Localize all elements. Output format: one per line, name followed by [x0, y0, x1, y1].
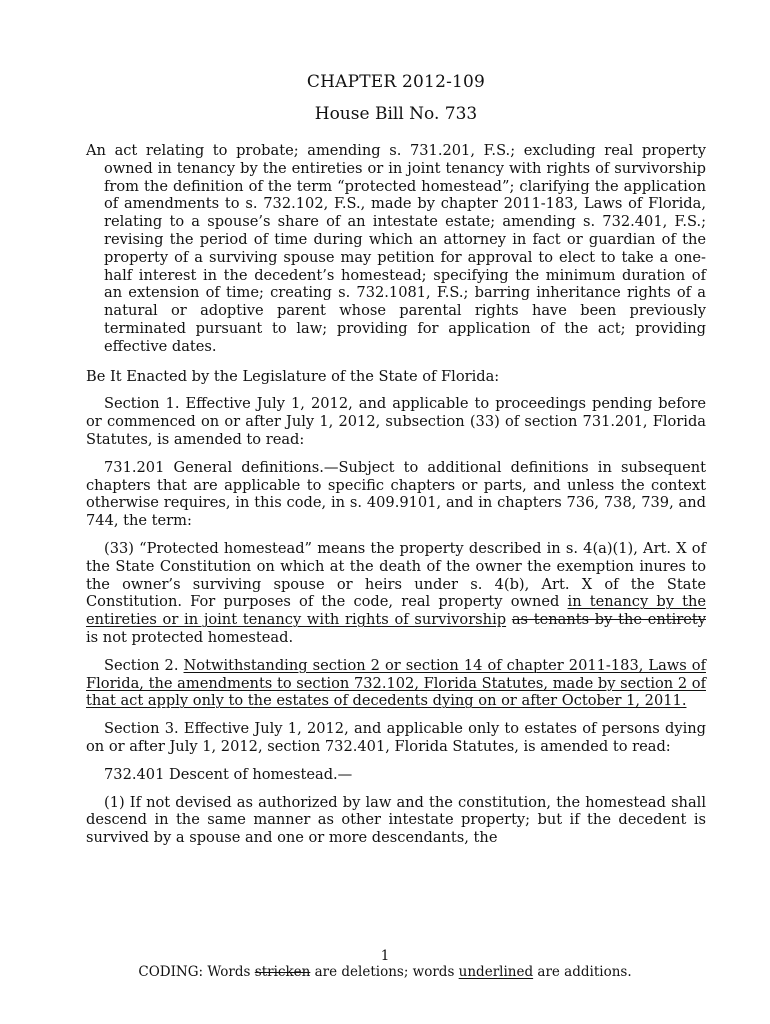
section-2-label: Section 2.: [104, 656, 184, 674]
section-3-paragraph: Section 3. Effective July 1, 2012, and applicable only to estates of persons dying on or after July 1, 2012, section 732.401, Florida Statutes, is amended to read:: [86, 720, 706, 755]
bill-number: House Bill No. 733: [314, 104, 478, 124]
deleted-text: as tenants by the entirety: [511, 611, 706, 629]
definitions-intro-paragraph: 731.201 General definitions.—Subject to additional definitions in subsequent chapters that are applicable to specific chapters or parts, and unless the context otherwise requires, in this code, in s. 409.9101, and in chapters 736, 738, 739, and 744, the term:: [86, 458, 706, 530]
added-text: Notwithstanding section 2 or section 14 of chapter 2011-183, Laws of Florida, the amendments to section 732.102, Florida Statutes, made by section 2 of that act apply only to the estates of decedents dying on or after October 1, 2011.: [86, 656, 706, 710]
coding-stricken-example: stricken: [254, 964, 311, 980]
coding-underlined-example: underlined: [458, 964, 534, 980]
subsection-33-text: (33) “Protected homestead” means the property described in s. 4(a)(1), Art. X of the State Constitution on which at the death of the owner the exemption inures to the owner’s surviving spouse or heirs under s. 4(b), Art. X of the State Constitution. For purposes of the code, real property owned: [86, 539, 706, 611]
subsection-33-tail: is not protected homestead.: [86, 628, 294, 646]
act-title-paragraph: An act relating to probate; amending s. 731.201, F.S.; excluding real property owned in tenancy by the entireties or in joint tenancy with rights of survivorship from the definition of the term “protected homestead”; clarifying the application of amendments to s. 732.102, F.S., made by chapter 2011-183, Laws of Florida, relating to a spouse’s share of an intestate estate; amending s. 732.401, F.S.; revising the period of time during which an attorney in fact or guardian of the property of a surviving spouse may petition for approval to elect to take a one-half interest in the decedent’s homestead; specifying the minimum duration of an extension of time; creating s. 732.1081, F.S.; barring inheritance rights of a natural or adoptive parent whose parental rights have been previously terminated pursuant to law; providing for application of the act; providing effective dates.: [86, 142, 706, 355]
coding-legend: [0, 964, 770, 980]
coding-prefix: CODING: Words: [138, 964, 255, 980]
coding-suffix: are additions.: [533, 964, 632, 980]
coding-mid: are deletions; words: [310, 964, 459, 980]
section-1-paragraph: Section 1. Effective July 1, 2012, and applicable to proceedings pending before or commenced on or after July 1, 2012, subsection (33) of section 731.201, Florida Statutes, is amended to read:: [86, 395, 706, 448]
subsection-1-paragraph: (1) If not devised as authorized by law and the constitution, the homestead shall descend in the same manner as other intestate property; but if the decedent is survived by a spouse and one or more descendants, the: [86, 793, 706, 847]
enacting-clause: Be It Enacted by the Legislature of the State of Florida:: [86, 367, 500, 385]
subsection-33-paragraph: [86, 540, 706, 647]
document-page: [86, 72, 706, 857]
section-2-paragraph: [86, 657, 706, 710]
page-number: 1: [380, 948, 390, 964]
descent-heading: 732.401 Descent of homestead.—: [104, 765, 353, 783]
chapter-heading: CHAPTER 2012-109: [306, 72, 486, 92]
added-text: in tenancy by the entireties or in joint tenancy with rights of survivorship: [86, 593, 707, 629]
